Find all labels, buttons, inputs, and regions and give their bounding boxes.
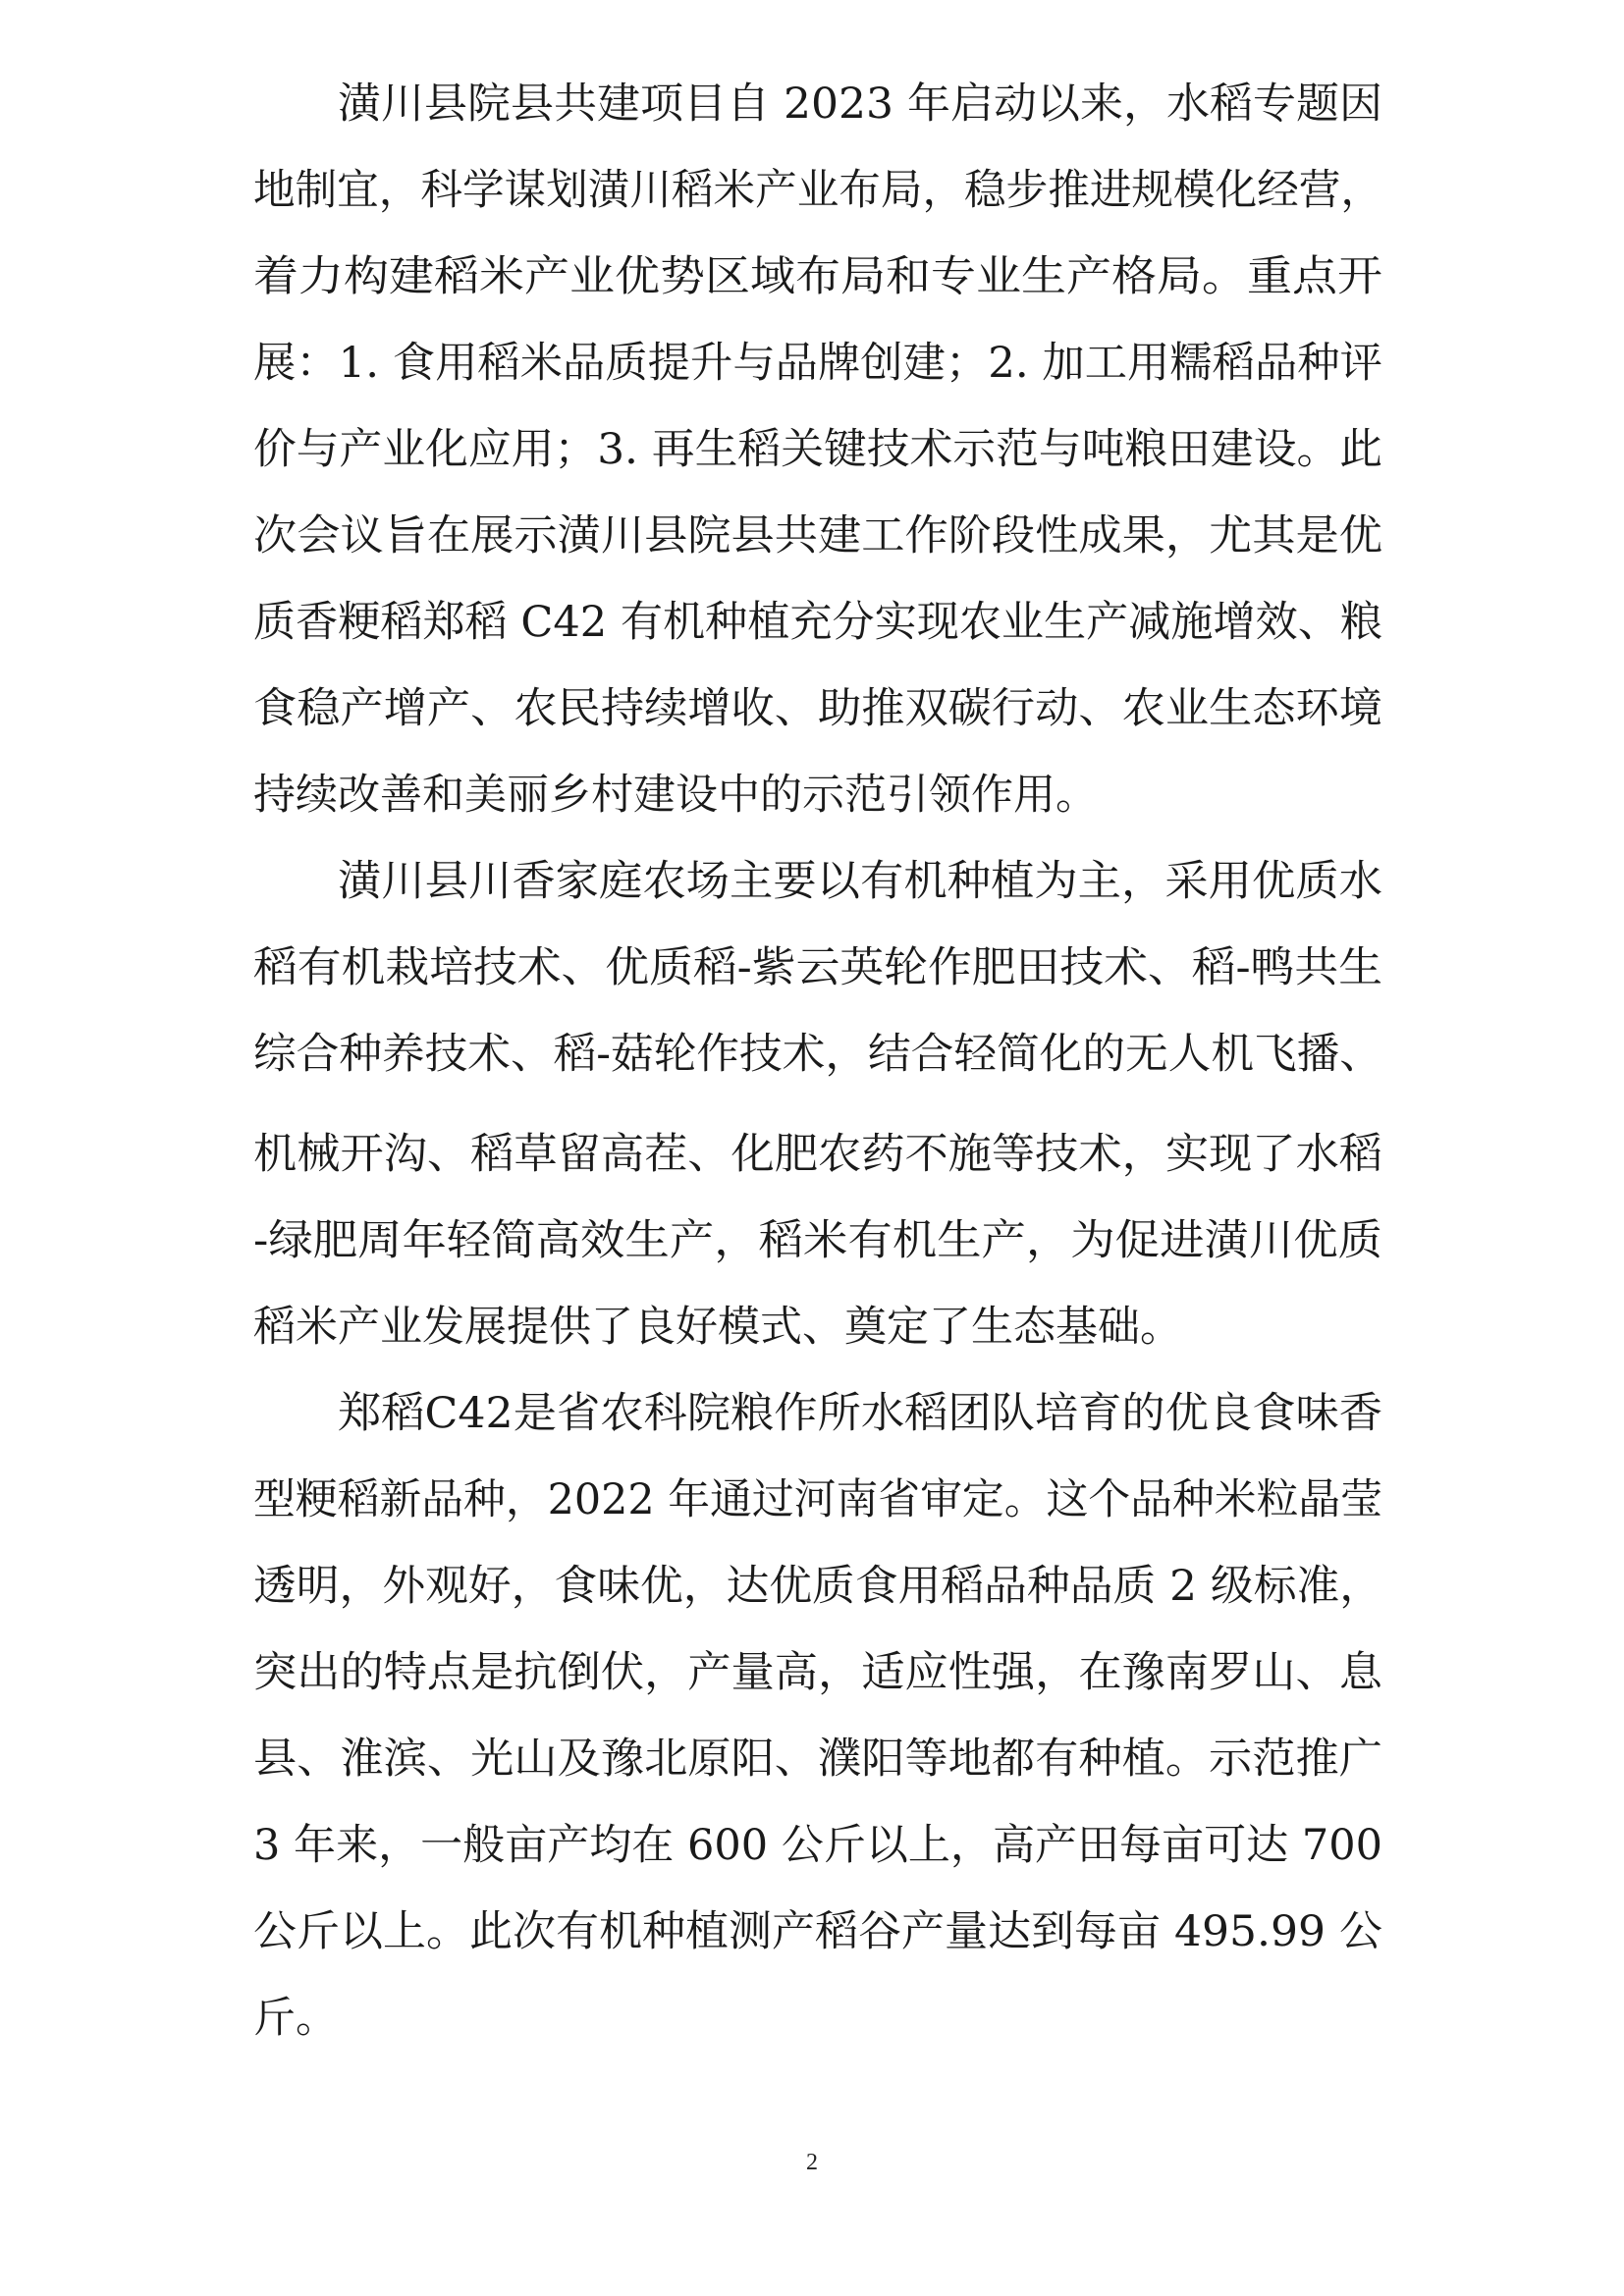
paragraph-1-line-2: 地制宜，科学谋划潢川稻米产业布局，稳步推进规模化经营， [253,166,1382,215]
paragraph-2-line-3: 综合种养技术、稻-菇轮作技术，结合轻简化的无人机飞播、 [253,1030,1382,1079]
paragraph-2-line-5: -绿肥周年轻简高效生产，稻米有机生产，为促进潢川优质 [253,1216,1383,1265]
paragraph-3-line-6: 3 年来，一般亩产均在 600 公斤以上，高产田每亩可达 700 [253,1821,1382,1870]
paragraph-3-line-5: 县、淮滨、光山及豫北原阳、濮阳等地都有种植。示范推广 [253,1735,1382,1784]
paragraph-3-line-4: 突出的特点是抗倒伏，产量高，适应性强，在豫南罗山、息 [253,1648,1382,1697]
paragraph-1-line-6: 次会议旨在展示潢川县院县共建工作阶段性成果，尤其是优 [253,511,1382,561]
body-text [253,61,1382,2061]
paragraph-3-line-3: 透明，外观好，食味优，达优质食用稻品种品质 2 级标准， [253,1562,1383,1611]
paragraph-1-line-8: 食稳产增产、农民持续增收、助推双碳行动、农业生态环境 [253,684,1382,733]
paragraph-2-line-4: 机械开沟、稻草留高茬、化肥农药不施等技术，实现了水稻 [253,1130,1382,1179]
paragraph-3-line-7: 公斤以上。此次有机种植测产稻谷产量达到每亩 495.99 公 [253,1907,1382,1956]
paragraph-1-line-7: 质香粳稻郑稻 C42 有机种植充分实现农业生产减施增效、粮 [253,598,1382,647]
paragraph-1-line-4: 展：1. 食用稻米品质提升与品牌创建；2. 加工用糯稻品种评 [253,339,1382,388]
paragraph-1-line-3: 着力构建稻米产业优势区域布局和专业生产格局。重点开 [253,252,1383,301]
page-number: 2 [806,2150,818,2175]
paragraph-1-line-5: 价与产业化应用；3. 再生稻关键技术示范与吨粮田建设。此 [253,425,1383,474]
paragraph-1-line-9: 持续改善和美丽乡村建设中的示范引领作用。 [253,771,1098,820]
paragraph-3-line-1: 郑稻C42是省农科院粮作所水稻团队培育的优良食味香 [338,1389,1383,1438]
paragraph-2-line-6: 稻米产业发展提供了良好模式、奠定了生态基础。 [253,1303,1182,1352]
paragraph-3-line-2: 型粳稻新品种，2022 年通过河南省审定。这个品种米粒晶莹 [253,1475,1383,1524]
line-gap [253,1097,1382,1111]
paragraph-2-line-2: 稻有机栽培技术、优质稻-紫云英轮作肥田技术、稻-鸭共生 [253,943,1382,992]
paragraph-1-line-1: 潢川县院县共建项目自 2023 年启动以来，水稻专题因 [338,80,1383,129]
paragraph-3-line-8: 斤。 [253,1994,338,2043]
paragraph-2-line-1: 潢川县川香家庭农场主要以有机种植为主，采用优质水 [338,857,1382,906]
